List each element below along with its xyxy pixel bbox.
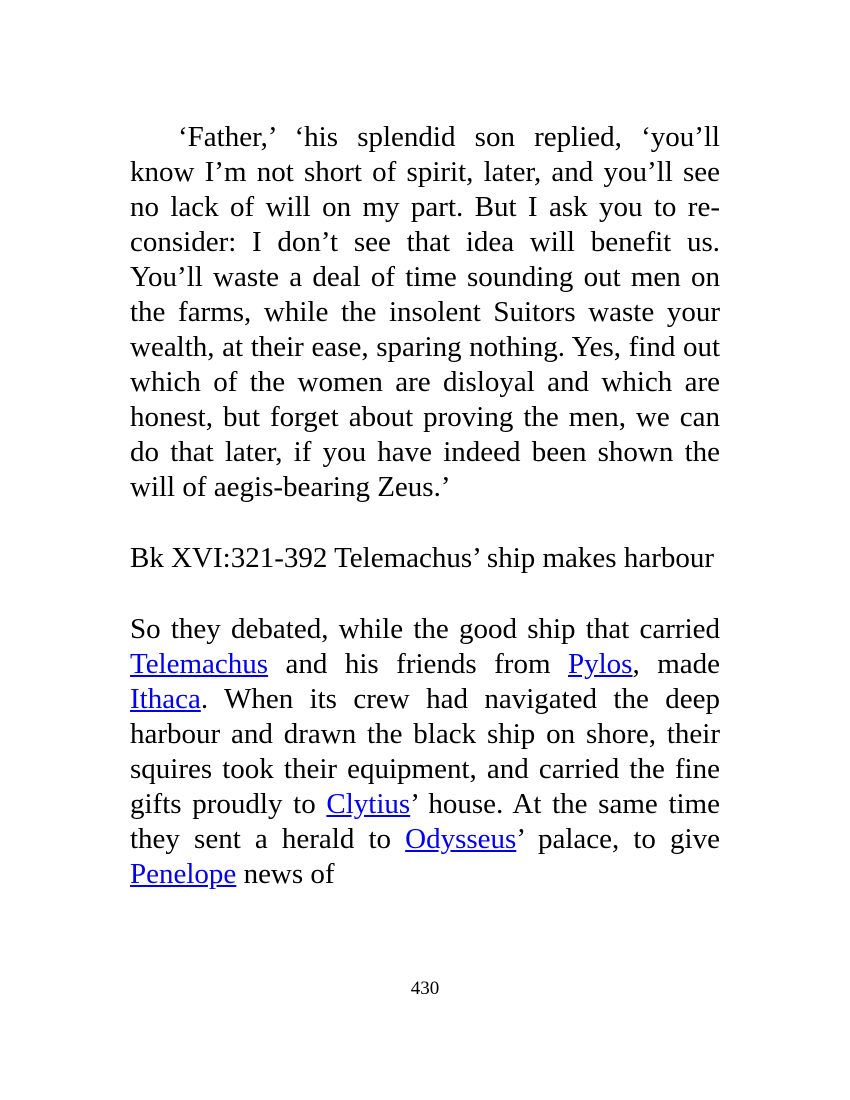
paragraph-narrative	[130, 612, 720, 892]
paragraph-dialogue: ‘Father,’ ‘his splendid son replied, ‘you’ll know I’m not short of spirit, later, and you’ll see no lack of will on my part. But I ask you to re-consider: I don’t see that idea will benefit us. You’ll waste a deal of time sounding out men on the farms, while the insolent Suitors waste your wealth, at their ease, sparing nothing. Yes, find out which of the women are disloyal and which are honest, but forget about proving the men, we can do that later, if you have indeed been shown the will of aegis-bearing Zeus.’	[130, 121, 720, 503]
text-run: ’ house. At the same time they sent a herald to	[130, 788, 720, 855]
text-body	[130, 120, 720, 892]
text-run: . When its crew had navigated the deep harbour and drawn the black ship on shore, their squires took their equipment, and carried the fine gifts proudly to	[130, 683, 720, 820]
text-run: , made	[632, 648, 720, 680]
text-run: and his friends from	[268, 648, 568, 680]
link-ithaca[interactable]: Ithaca	[130, 683, 201, 715]
link-clytius[interactable]: Clytius	[326, 788, 411, 820]
link-penelope[interactable]: Penelope	[130, 858, 237, 890]
link-odysseus[interactable]: Odysseus	[405, 823, 517, 855]
link-telemachus[interactable]: Telemachus	[130, 648, 269, 680]
text-run: news of	[236, 858, 335, 890]
text-run: ’ palace, to give	[516, 823, 720, 855]
text-run: So they debated, while the good ship that carried	[130, 613, 720, 645]
page-number: 430	[410, 978, 440, 999]
link-pylos[interactable]: Pylos	[568, 648, 633, 680]
section-heading: Bk XVI:321-392 Telemachus’ ship makes harbour	[130, 542, 715, 574]
